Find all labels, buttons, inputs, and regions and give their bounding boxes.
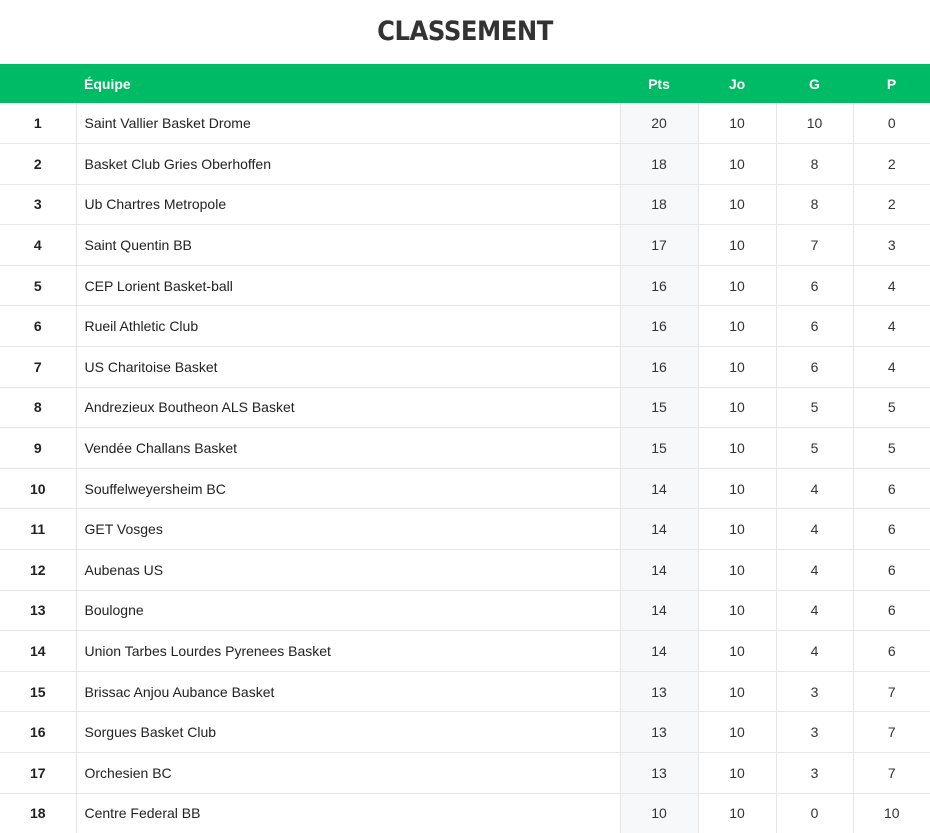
standings-table bbox=[0, 64, 930, 833]
games-played-cell: 10 bbox=[698, 590, 776, 631]
wins-cell: 5 bbox=[776, 387, 853, 428]
table-row[interactable] bbox=[0, 590, 930, 631]
wins-cell: 4 bbox=[776, 631, 853, 672]
losses-cell: 6 bbox=[853, 631, 930, 672]
games-played-cell: 10 bbox=[698, 428, 776, 469]
table-row[interactable] bbox=[0, 347, 930, 388]
rank-cell: 9 bbox=[0, 428, 76, 469]
games-played-cell: 10 bbox=[698, 468, 776, 509]
points-cell: 14 bbox=[620, 631, 698, 672]
games-played-cell: 10 bbox=[698, 712, 776, 753]
wins-cell: 8 bbox=[776, 184, 853, 225]
games-played-cell: 10 bbox=[698, 265, 776, 306]
team-name-cell[interactable]: Union Tarbes Lourdes Pyrenees Basket bbox=[76, 631, 620, 672]
points-cell: 13 bbox=[620, 671, 698, 712]
losses-cell: 0 bbox=[853, 103, 930, 144]
table-row[interactable] bbox=[0, 712, 930, 753]
team-name-cell[interactable]: GET Vosges bbox=[76, 509, 620, 550]
losses-cell: 2 bbox=[853, 144, 930, 185]
table-row[interactable] bbox=[0, 509, 930, 550]
rank-cell: 16 bbox=[0, 712, 76, 753]
rank-cell: 5 bbox=[0, 265, 76, 306]
team-name-cell[interactable]: US Charitoise Basket bbox=[76, 347, 620, 388]
games-played-cell: 10 bbox=[698, 793, 776, 833]
points-cell: 17 bbox=[620, 225, 698, 266]
rank-cell: 12 bbox=[0, 550, 76, 591]
losses-cell: 3 bbox=[853, 225, 930, 266]
team-name-cell[interactable]: Boulogne bbox=[76, 590, 620, 631]
table-header bbox=[0, 64, 930, 103]
rank-cell: 17 bbox=[0, 753, 76, 794]
wins-cell: 6 bbox=[776, 347, 853, 388]
losses-cell: 6 bbox=[853, 590, 930, 631]
losses-cell: 6 bbox=[853, 468, 930, 509]
losses-cell: 10 bbox=[853, 793, 930, 833]
games-played-cell: 10 bbox=[698, 631, 776, 672]
losses-cell: 7 bbox=[853, 753, 930, 794]
team-name-cell[interactable]: Orchesien BC bbox=[76, 753, 620, 794]
wins-cell: 6 bbox=[776, 265, 853, 306]
wins-cell: 3 bbox=[776, 753, 853, 794]
losses-cell: 4 bbox=[853, 306, 930, 347]
points-cell: 13 bbox=[620, 712, 698, 753]
losses-cell: 7 bbox=[853, 671, 930, 712]
table-row[interactable] bbox=[0, 144, 930, 185]
table-row[interactable] bbox=[0, 184, 930, 225]
table-row[interactable] bbox=[0, 631, 930, 672]
points-cell: 15 bbox=[620, 387, 698, 428]
table-row[interactable] bbox=[0, 387, 930, 428]
wins-cell: 4 bbox=[776, 550, 853, 591]
wins-cell: 4 bbox=[776, 509, 853, 550]
points-cell: 16 bbox=[620, 347, 698, 388]
games-played-cell: 10 bbox=[698, 225, 776, 266]
table-row[interactable] bbox=[0, 468, 930, 509]
column-header-pts[interactable]: Pts bbox=[648, 75, 670, 92]
rank-cell: 11 bbox=[0, 509, 76, 550]
team-name-cell[interactable]: Centre Federal BB bbox=[76, 793, 620, 833]
column-header-team[interactable]: Équipe bbox=[84, 75, 131, 92]
table-row[interactable] bbox=[0, 103, 930, 144]
points-cell: 16 bbox=[620, 306, 698, 347]
team-name-cell[interactable]: Aubenas US bbox=[76, 550, 620, 591]
games-played-cell: 10 bbox=[698, 347, 776, 388]
games-played-cell: 10 bbox=[698, 671, 776, 712]
team-name-cell[interactable]: Rueil Athletic Club bbox=[76, 306, 620, 347]
team-name-cell[interactable]: Vendée Challans Basket bbox=[76, 428, 620, 469]
points-cell: 13 bbox=[620, 753, 698, 794]
table-row[interactable] bbox=[0, 550, 930, 591]
page-title: CLASSEMENT bbox=[377, 16, 553, 47]
points-cell: 14 bbox=[620, 590, 698, 631]
rank-cell: 1 bbox=[0, 103, 76, 144]
rank-cell: 14 bbox=[0, 631, 76, 672]
column-header-jo[interactable]: Jo bbox=[728, 75, 746, 92]
table-row[interactable] bbox=[0, 793, 930, 833]
wins-cell: 0 bbox=[776, 793, 853, 833]
games-played-cell: 10 bbox=[698, 509, 776, 550]
wins-cell: 5 bbox=[776, 428, 853, 469]
points-cell: 16 bbox=[620, 265, 698, 306]
losses-cell: 7 bbox=[853, 712, 930, 753]
team-name-cell[interactable]: Andrezieux Boutheon ALS Basket bbox=[76, 387, 620, 428]
points-cell: 14 bbox=[620, 468, 698, 509]
losses-cell: 6 bbox=[853, 509, 930, 550]
rank-cell: 6 bbox=[0, 306, 76, 347]
team-name-cell[interactable]: Saint Vallier Basket Drome bbox=[76, 103, 620, 144]
games-played-cell: 10 bbox=[698, 184, 776, 225]
rank-cell: 3 bbox=[0, 184, 76, 225]
points-cell: 18 bbox=[620, 184, 698, 225]
points-cell: 18 bbox=[620, 144, 698, 185]
team-name-cell[interactable]: Brissac Anjou Aubance Basket bbox=[76, 671, 620, 712]
table-row[interactable] bbox=[0, 225, 930, 266]
wins-cell: 3 bbox=[776, 712, 853, 753]
rank-cell: 4 bbox=[0, 225, 76, 266]
games-played-cell: 10 bbox=[698, 144, 776, 185]
games-played-cell: 10 bbox=[698, 103, 776, 144]
team-name-cell[interactable]: CEP Lorient Basket-ball bbox=[76, 265, 620, 306]
wins-cell: 7 bbox=[776, 225, 853, 266]
table-row[interactable] bbox=[0, 671, 930, 712]
wins-cell: 4 bbox=[776, 590, 853, 631]
points-cell: 15 bbox=[620, 428, 698, 469]
wins-cell: 8 bbox=[776, 144, 853, 185]
games-played-cell: 10 bbox=[698, 387, 776, 428]
losses-cell: 5 bbox=[853, 428, 930, 469]
losses-cell: 4 bbox=[853, 347, 930, 388]
rank-cell: 10 bbox=[0, 468, 76, 509]
table-row[interactable] bbox=[0, 428, 930, 469]
points-cell: 20 bbox=[620, 103, 698, 144]
team-name-cell[interactable]: Souffelweyersheim BC bbox=[76, 468, 620, 509]
column-header-rank bbox=[0, 64, 76, 103]
table-row[interactable] bbox=[0, 753, 930, 794]
column-header-g[interactable]: G bbox=[809, 75, 820, 92]
wins-cell: 4 bbox=[776, 468, 853, 509]
table-body bbox=[0, 103, 930, 833]
team-name-cell[interactable]: Ub Chartres Metropole bbox=[76, 184, 620, 225]
team-name-cell[interactable]: Basket Club Gries Oberhoffen bbox=[76, 144, 620, 185]
rank-cell: 13 bbox=[0, 590, 76, 631]
games-played-cell: 10 bbox=[698, 753, 776, 794]
points-cell: 14 bbox=[620, 550, 698, 591]
losses-cell: 2 bbox=[853, 184, 930, 225]
losses-cell: 4 bbox=[853, 265, 930, 306]
table-row[interactable] bbox=[0, 306, 930, 347]
wins-cell: 6 bbox=[776, 306, 853, 347]
team-name-cell[interactable]: Saint Quentin BB bbox=[76, 225, 620, 266]
wins-cell: 3 bbox=[776, 671, 853, 712]
team-name-cell[interactable]: Sorgues Basket Club bbox=[76, 712, 620, 753]
points-cell: 14 bbox=[620, 509, 698, 550]
losses-cell: 5 bbox=[853, 387, 930, 428]
rank-cell: 8 bbox=[0, 387, 76, 428]
rank-cell: 15 bbox=[0, 671, 76, 712]
losses-cell: 6 bbox=[853, 550, 930, 591]
rank-cell: 7 bbox=[0, 347, 76, 388]
rank-cell: 2 bbox=[0, 144, 76, 185]
games-played-cell: 10 bbox=[698, 550, 776, 591]
column-header-p[interactable]: P bbox=[886, 75, 897, 92]
rank-cell: 18 bbox=[0, 793, 76, 833]
header-row bbox=[0, 64, 930, 103]
points-cell: 10 bbox=[620, 793, 698, 833]
wins-cell: 10 bbox=[776, 103, 853, 144]
table-row[interactable] bbox=[0, 265, 930, 306]
games-played-cell: 10 bbox=[698, 306, 776, 347]
